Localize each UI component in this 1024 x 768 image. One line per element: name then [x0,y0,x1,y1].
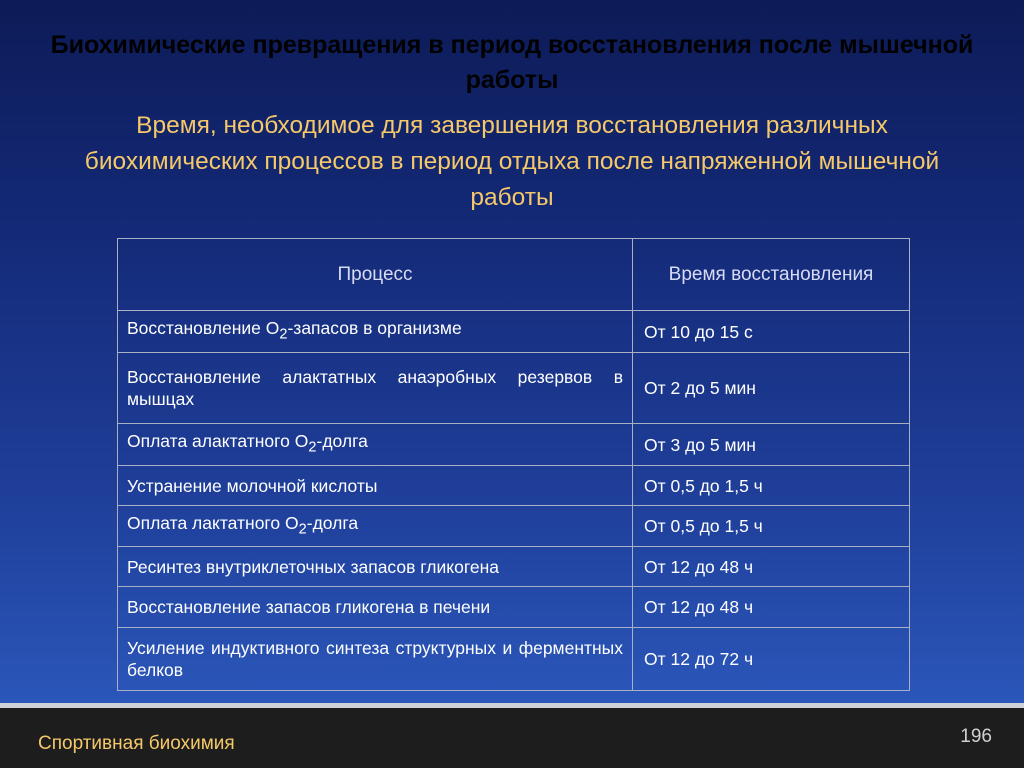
time-cell: От 0,5 до 1,5 ч [633,466,910,506]
page-number: 196 [960,726,992,747]
time-cell: От 2 до 5 мин [633,353,910,424]
table-row [118,353,910,424]
process-cell: Оплата лактатного $О_2$-долга [118,506,633,547]
time-cell: От 10 до 15 с [633,311,910,353]
header-recovery-time: Время восстановления [633,239,910,311]
course-name: Спортивная биохимия [38,733,235,754]
process-cell: Восстановление алактатных анаэробных резервов в мышцах [118,353,633,424]
table-row [118,506,910,547]
process-cell: Восстановление $О_2$-запасов в организме [118,311,633,353]
table-row [118,466,910,506]
process-cell: Восстановление запасов гликогена в печени [118,587,633,628]
time-cell: От 12 до 48 ч [633,587,910,628]
header-process: Процесс [118,239,633,311]
table-row [118,424,910,466]
process-cell: Усиление индуктивного синтеза структурных и ферментных белков [118,628,633,691]
table-row [118,311,910,353]
process-cell: Ресинтез внутриклеточных запасов гликогена [118,547,633,587]
table-header-row [118,239,910,311]
table-row [118,628,910,691]
time-cell: От 3 до 5 мин [633,424,910,466]
slide-title: Биохимические превращения в период восстановления после мышечной работы [50,31,974,94]
table-row [118,547,910,587]
slide-subtitle: Время, необходимое для завершения восстановления различных биохимических процессов в период отдыха после напряженной мышечной работы [84,112,940,211]
time-cell: От 12 до 48 ч [633,547,910,587]
time-cell: От 12 до 72 ч [633,628,910,691]
recovery-time-table [117,238,910,691]
process-cell: Устранение молочной кислоты [118,466,633,506]
table-row [118,587,910,628]
time-cell: От 0,5 до 1,5 ч [633,506,910,547]
process-cell: Оплата алактатного $О_2$-долга [118,424,633,466]
